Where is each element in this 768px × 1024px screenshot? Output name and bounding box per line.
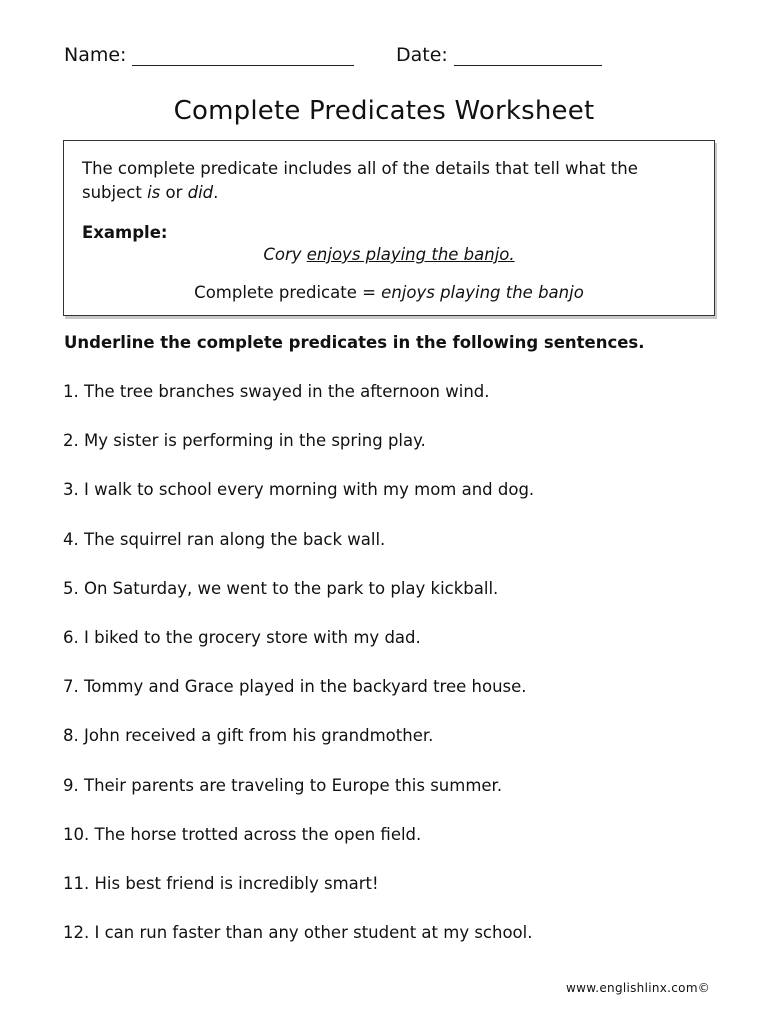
definition-text — [82, 157, 702, 205]
definition-did: did — [187, 183, 214, 202]
example-predicate: enjoys playing the banjo. — [306, 245, 515, 264]
footer-url: www.englishlinx.com© — [566, 981, 711, 995]
date-field — [396, 44, 602, 66]
answer-prefix: Complete predicate = — [194, 283, 382, 302]
instruction: Underline the complete predicates in the following sentences. — [64, 333, 645, 352]
sentence-item[interactable]: 1. The tree branches swayed in the afternoon wind. — [63, 382, 490, 401]
sentence-item[interactable]: 8. John received a gift from his grandmother. — [63, 726, 434, 746]
example-answer — [64, 283, 714, 302]
definition-or: or — [160, 183, 188, 202]
example-label: Example: — [82, 223, 168, 242]
definition-prefix: The complete predicate includes all of the details that tell what the subject — [82, 159, 638, 202]
sentence-item[interactable]: 4. The squirrel ran along the back wall. — [63, 529, 386, 549]
sentence-item[interactable]: 7. Tommy and Grace played in the backyard tree house. — [63, 677, 527, 697]
name-field — [64, 44, 354, 66]
sentence-item[interactable]: 6. I biked to the grocery store with my dad. — [63, 627, 421, 647]
definition-box — [63, 140, 715, 316]
header-row — [64, 44, 684, 74]
sentence-item[interactable]: 11. His best friend is incredibly smart! — [63, 873, 379, 893]
worksheet-title: Complete Predicates Worksheet — [173, 96, 595, 126]
sentence-item[interactable]: 3. I walk to school every morning with my mom and dog. — [63, 480, 535, 500]
definition-is: is — [147, 183, 161, 202]
name-blank-line[interactable] — [132, 45, 354, 66]
sentence-item[interactable]: 10. The horse trotted across the open field. — [63, 824, 422, 844]
sentence-item[interactable]: 5. On Saturday, we went to the park to play kickball. — [63, 578, 499, 598]
sentence-item[interactable]: 12. I can run faster than any other student at my school. — [63, 923, 533, 943]
definition-end: . — [213, 183, 219, 202]
example-sentence — [64, 245, 714, 264]
date-blank-line[interactable] — [454, 45, 602, 66]
sentence-list — [63, 380, 534, 970]
answer-predicate: enjoys playing the banjo — [381, 283, 584, 302]
example-subject: Cory — [263, 245, 307, 264]
sentence-item[interactable]: 2. My sister is performing in the spring play. — [63, 431, 426, 451]
date-label: Date: — [396, 44, 448, 66]
sentence-item[interactable]: 9. Their parents are traveling to Europe this summer. — [63, 775, 503, 795]
name-label: Name: — [64, 44, 127, 66]
